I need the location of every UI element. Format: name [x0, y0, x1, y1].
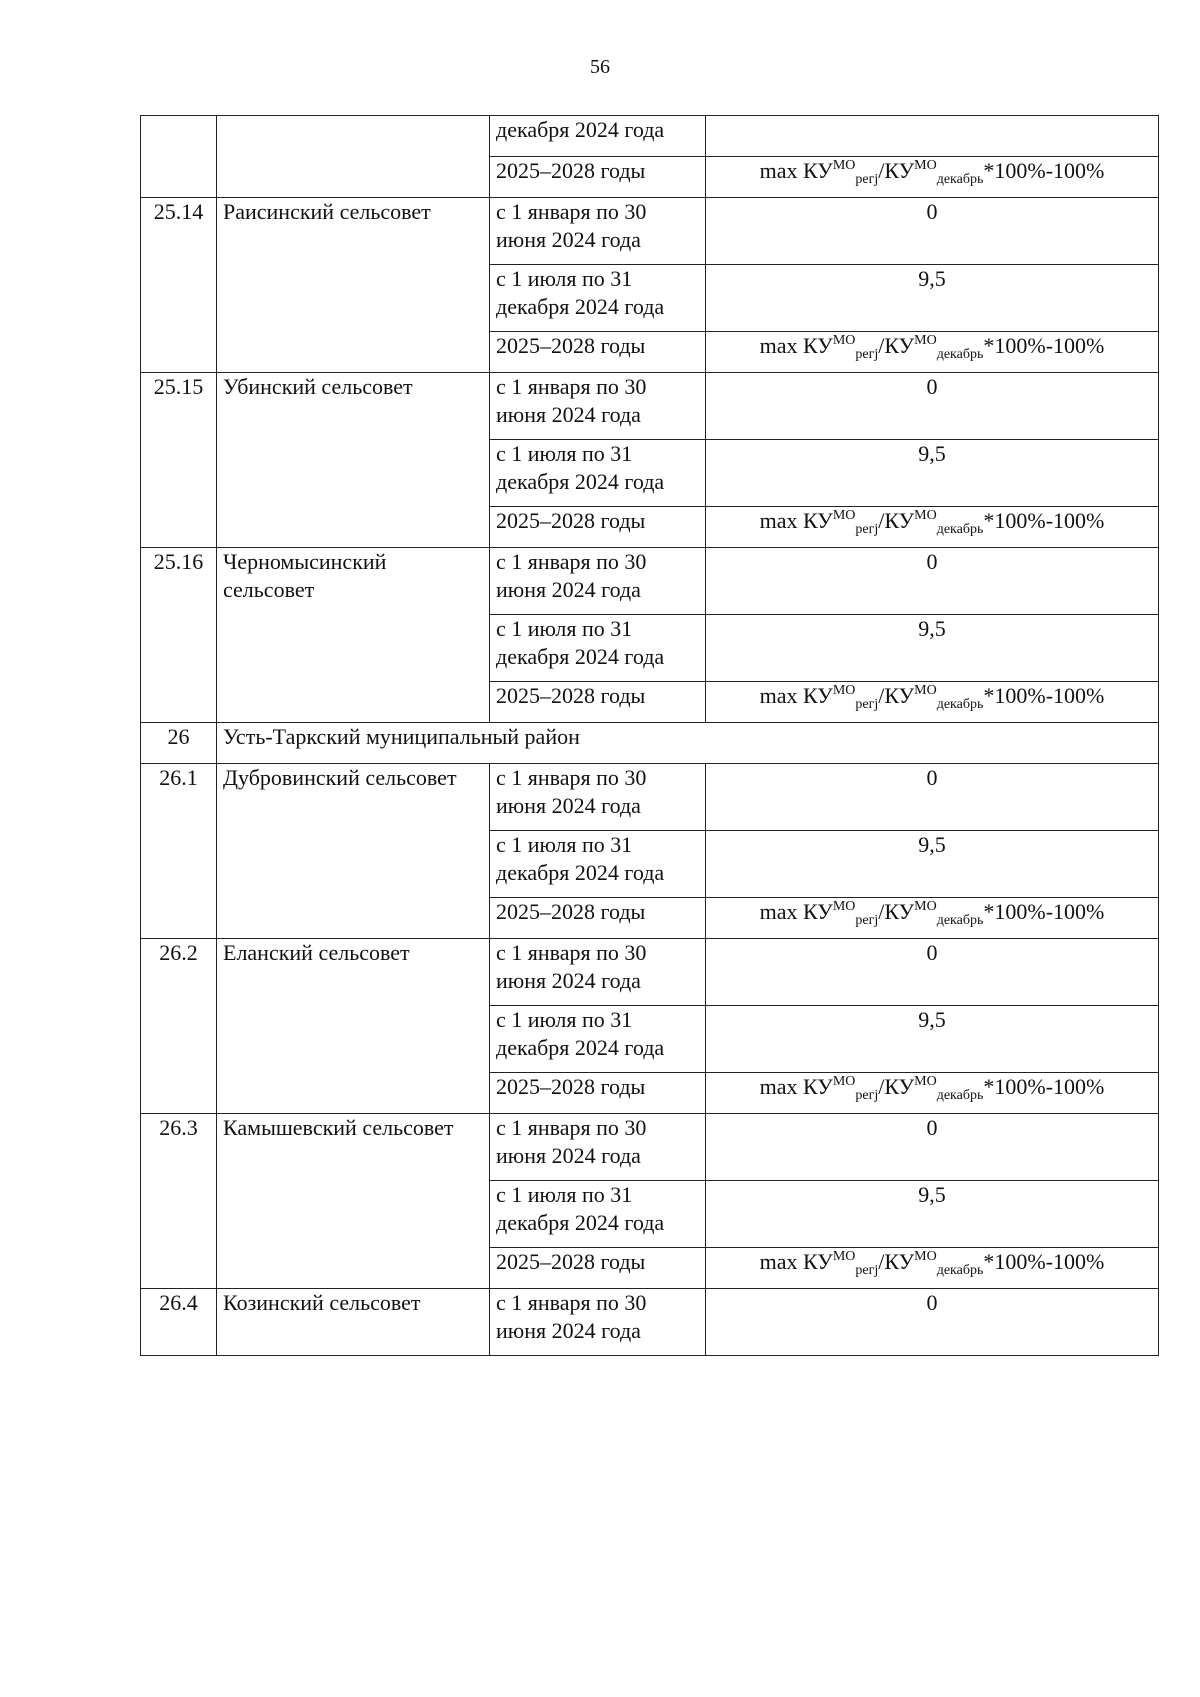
row-number-cell: 26.4 — [141, 1289, 217, 1356]
period-cell: с 1 июля по 31 декабря 2024 года — [490, 440, 706, 507]
value-cell: 0 — [706, 198, 1159, 265]
district-row — [141, 723, 1159, 764]
period-cell: с 1 января по 30 июня 2024 года — [490, 1114, 706, 1181]
row-number-cell: 25.14 — [141, 198, 217, 373]
row-number-cell — [141, 116, 217, 198]
period-cell: 2025–2028 годы — [490, 507, 706, 548]
name-cell: Камышевский сельсовет — [217, 1114, 490, 1289]
formula: $\max КУ^{МО}_{регj}/КУ^{МО}_{декабрь}*100\%-100\%$ — [759, 683, 1105, 712]
row-number-cell: 25.16 — [141, 548, 217, 723]
period-cell: с 1 июля по 31 декабря 2024 года — [490, 265, 706, 332]
period-cell: с 1 июля по 31 декабря 2024 года — [490, 831, 706, 898]
formula-cell — [706, 898, 1159, 939]
formula-cell — [706, 682, 1159, 723]
formula-cell — [706, 1248, 1159, 1289]
value-cell: 0 — [706, 764, 1159, 831]
value-cell: 0 — [706, 548, 1159, 615]
period-cell: с 1 июля по 31 декабря 2024 года — [490, 1181, 706, 1248]
value-cell: 9,5 — [706, 440, 1159, 507]
page-number: 56 — [590, 56, 610, 78]
name-cell: Еланский сельсовет — [217, 939, 490, 1114]
value-cell — [706, 116, 1159, 157]
row-number-cell: 26 — [141, 723, 217, 764]
period-cell: с 1 января по 30 июня 2024 года — [490, 939, 706, 1006]
value-cell: 9,5 — [706, 615, 1159, 682]
district-name-cell: Усть-Таркский муниципальный район — [217, 723, 1159, 764]
period-cell: с 1 января по 30 июня 2024 года — [490, 373, 706, 440]
table-row — [141, 373, 1159, 440]
row-number-cell: 26.3 — [141, 1114, 217, 1289]
name-cell — [217, 116, 490, 198]
value-cell: 9,5 — [706, 831, 1159, 898]
formula: $\max КУ^{МО}_{регj}/КУ^{МО}_{декабрь}*100\%-100\%$ — [759, 899, 1105, 928]
table-row — [141, 939, 1159, 1006]
table-row — [141, 1114, 1159, 1181]
name-cell: Дубровинский сельсовет — [217, 764, 490, 939]
formula: $\max КУ^{МО}_{регj}/КУ^{МО}_{декабрь}*100\%-100\%$ — [759, 1074, 1105, 1103]
period-cell: с 1 июля по 31 декабря 2024 года — [490, 615, 706, 682]
name-cell: Козинский сельсовет — [217, 1289, 490, 1356]
table-row — [141, 764, 1159, 831]
formula-cell — [706, 332, 1159, 373]
value-cell: 0 — [706, 373, 1159, 440]
period-cell: 2025–2028 годы — [490, 332, 706, 373]
name-cell: Черномысинский сельсовет — [217, 548, 490, 723]
table-row — [141, 116, 1159, 157]
formula: $\max КУ^{МО}_{регj}/КУ^{МО}_{декабрь}*100\%-100\%$ — [759, 333, 1105, 362]
period-cell: с 1 января по 30 июня 2024 года — [490, 1289, 706, 1356]
table-row — [141, 198, 1159, 265]
formula: $\max КУ^{МО}_{регj}/КУ^{МО}_{декабрь}*100\%-100\%$ — [759, 158, 1105, 187]
value-cell: 0 — [706, 1114, 1159, 1181]
period-cell: 2025–2028 годы — [490, 1073, 706, 1114]
value-cell: 0 — [706, 1289, 1159, 1356]
period-cell: с 1 января по 30 июня 2024 года — [490, 548, 706, 615]
tariff-table — [140, 115, 1159, 1356]
period-cell: 2025–2028 годы — [490, 157, 706, 198]
formula-cell — [706, 507, 1159, 548]
period-cell: 2025–2028 годы — [490, 898, 706, 939]
period-cell: с 1 января по 30 июня 2024 года — [490, 764, 706, 831]
row-number-cell: 25.15 — [141, 373, 217, 548]
table-row — [141, 1289, 1159, 1356]
period-cell: декабря 2024 года — [490, 116, 706, 157]
row-number-cell: 26.2 — [141, 939, 217, 1114]
value-cell: 9,5 — [706, 1181, 1159, 1248]
period-cell: 2025–2028 годы — [490, 1248, 706, 1289]
table-row — [141, 548, 1159, 615]
period-cell: с 1 января по 30 июня 2024 года — [490, 198, 706, 265]
name-cell: Убинский сельсовет — [217, 373, 490, 548]
formula: $\max КУ^{МО}_{регj}/КУ^{МО}_{декабрь}*100\%-100\%$ — [759, 1249, 1105, 1278]
formula-cell — [706, 157, 1159, 198]
value-cell: 9,5 — [706, 1006, 1159, 1073]
formula: $\max КУ^{МО}_{регj}/КУ^{МО}_{декабрь}*100\%-100\%$ — [759, 508, 1105, 537]
period-cell: 2025–2028 годы — [490, 682, 706, 723]
value-cell: 9,5 — [706, 265, 1159, 332]
formula-cell — [706, 1073, 1159, 1114]
row-number-cell: 26.1 — [141, 764, 217, 939]
period-cell: с 1 июля по 31 декабря 2024 года — [490, 1006, 706, 1073]
value-cell: 0 — [706, 939, 1159, 1006]
name-cell: Раисинский сельсовет — [217, 198, 490, 373]
